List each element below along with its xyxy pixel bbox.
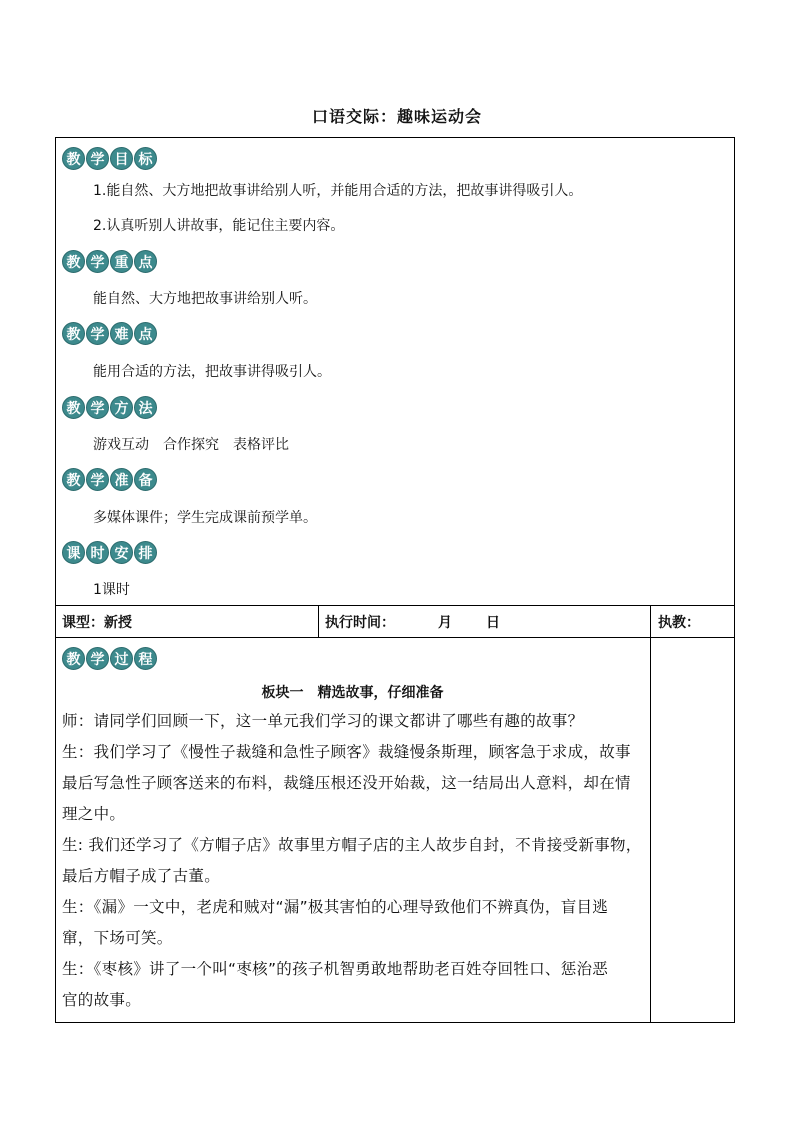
heading-char: 学 [86, 250, 109, 273]
heading-char: 目 [110, 147, 133, 170]
dialogue-line: 理之中。 [62, 805, 126, 823]
heading-char: 法 [134, 396, 157, 419]
heading-char: 教 [62, 322, 85, 345]
heading-char: 重 [110, 250, 133, 273]
heading-char: 程 [134, 647, 157, 670]
heading-char: 方 [110, 396, 133, 419]
objective-2: 2.认真听别人讲故事，能记住主要内容。 [93, 218, 345, 234]
heading-char: 排 [134, 541, 157, 564]
row-divider-bottom [55, 637, 735, 638]
lesson-type: 课型：新授 [62, 615, 132, 631]
heading-process [62, 647, 157, 670]
dialogue-line: 生：《枣核》讲了一个叫“枣核”的孩子机智勇敢地帮助老百姓夺回牲口、惩治恶 [62, 960, 609, 978]
dialogue-line: 生：我们学习了《慢性子裁缝和急性子顾客》裁缝慢条斯理，顾客急于求成，故事 [62, 743, 631, 761]
preparation: 多媒体课件；学生完成课前预学单。 [93, 510, 317, 526]
dialogue-line: 最后写急性子顾客送来的布料，裁缝压根还没开始裁，这一结局出人意料，却在情 [62, 774, 631, 792]
dialogue-line: 师：请同学们回顾一下，这一单元我们学习的课文都讲了哪些有趣的故事？ [62, 712, 584, 730]
row-divider-top [55, 605, 735, 606]
heading-char: 学 [86, 147, 109, 170]
heading-char: 备 [134, 468, 157, 491]
heading-char: 教 [62, 468, 85, 491]
heading-methods [62, 396, 157, 419]
heading-char: 难 [110, 322, 133, 345]
dialogue [62, 706, 642, 1016]
dialogue-line: 生：《漏》一文中，老虎和贼对“漏”极其害怕的心理导致他们不辨真伪，盲目逃 [62, 898, 609, 916]
methods: 游戏互动 合作探究 表格评比 [93, 437, 289, 453]
heading-char: 学 [86, 647, 109, 670]
difficulty: 能用合适的方法，把故事讲得吸引人。 [93, 364, 331, 380]
heading-char: 时 [86, 541, 109, 564]
heading-char: 学 [86, 396, 109, 419]
heading-key-points [62, 250, 157, 273]
objective-1: 1.能自然、大方地把故事讲给别人听，并能用合适的方法，把故事讲得吸引人。 [93, 183, 583, 199]
time-label: 执行时间： [325, 615, 395, 631]
schedule: 1课时 [93, 582, 130, 598]
key-point: 能自然、大方地把故事讲给别人听。 [93, 291, 317, 307]
col-divider-1 [318, 605, 319, 637]
heading-char: 教 [62, 147, 85, 170]
heading-difficulties [62, 322, 157, 345]
heading-char: 安 [110, 541, 133, 564]
heading-char: 准 [110, 468, 133, 491]
heading-char: 点 [134, 322, 157, 345]
heading-char: 教 [62, 647, 85, 670]
heading-preparation [62, 468, 157, 491]
heading-schedule [62, 541, 157, 564]
heading-char: 教 [62, 396, 85, 419]
heading-char: 学 [86, 322, 109, 345]
heading-char: 过 [110, 647, 133, 670]
teacher-label: 执教： [658, 615, 700, 631]
dialogue-line: 最后方帽子成了古董。 [62, 867, 221, 885]
dialogue-line: 官的故事。 [62, 991, 142, 1009]
dialogue-line: 生: 我们还学习了《方帽子店》故事里方帽子店的主人故步自封，不肯接受新事物， [62, 836, 642, 854]
heading-char: 标 [134, 147, 157, 170]
col-divider-2 [650, 605, 651, 1023]
time-month: 月 [438, 615, 452, 631]
heading-objectives [62, 147, 157, 170]
heading-char: 课 [62, 541, 85, 564]
heading-char: 教 [62, 250, 85, 273]
dialogue-line: 窜，下场可笑。 [62, 929, 173, 947]
page-title: 口语交际：趣味运动会 [311, 107, 482, 126]
time-day: 日 [486, 615, 500, 631]
section-title: 板块一 精选故事，仔细准备 [261, 685, 444, 701]
heading-char: 学 [86, 468, 109, 491]
heading-char: 点 [134, 250, 157, 273]
